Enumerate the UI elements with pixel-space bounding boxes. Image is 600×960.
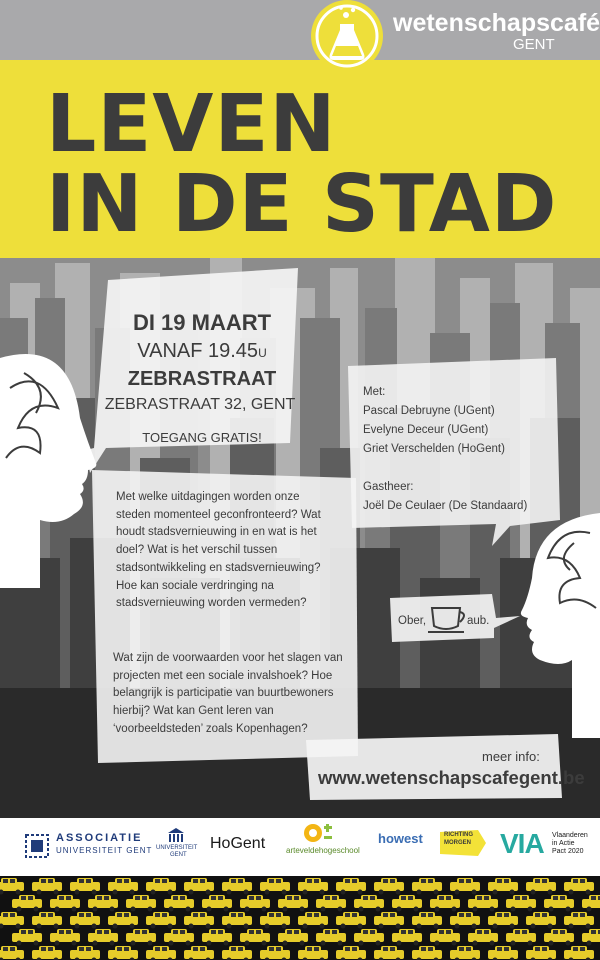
- ugent-label-2: GENT: [170, 852, 187, 858]
- via-text: [552, 832, 588, 856]
- aub-text: aub.: [467, 615, 490, 627]
- via-text-1: Vlaanderen: [552, 832, 588, 839]
- speaker-item: Evelyne Deceur (UGent): [363, 424, 489, 436]
- artevelde-label: arteveldehogeschool: [286, 846, 360, 855]
- speakers-label: Met:: [363, 386, 386, 398]
- ugent-building-icon: [166, 826, 186, 844]
- event-entry: TOEGANG GRATIS!: [142, 430, 262, 445]
- via-text-3: Pact 2020: [552, 848, 584, 855]
- host-label: Gastheer:: [363, 481, 414, 493]
- associatie-label: ASSOCIATIE: [56, 832, 143, 844]
- more-info-label: meer info:: [482, 749, 540, 764]
- sponsor-logos-bar: [0, 818, 600, 876]
- howest-logo: howest: [378, 831, 423, 846]
- hogent-logo: HoGent: [210, 835, 266, 852]
- event-address: ZEBRASTRAAT 32, GENT: [104, 396, 296, 413]
- title-line-1: LEVEN: [46, 78, 337, 170]
- host-name: Joël De Ceulaer (De Standaard): [363, 500, 528, 512]
- via-text-2: in Actie: [552, 840, 575, 847]
- via-logo: VIA: [500, 828, 544, 859]
- taxi-traffic-illustration: [0, 876, 600, 960]
- questions-paragraph-1: Met welke uitdagingen worden onze steden momenteel geconfronteerd? Wat houdt stadsvernieuwing in en wat is het doel? Wat is het verschil tussen stadsontwikkeling en stadsvernieuwing? Hoe kan sociale verdringing na stadsvernieuwing worden vermeden?: [116, 491, 321, 610]
- event-time-value: VANAF 19.45: [137, 340, 259, 362]
- speaker-item: Griet Verschelden (HoGent): [363, 443, 505, 455]
- website-link[interactable]: www.wetenschapscafegent.be: [318, 767, 585, 788]
- ugent-label-1: UNIVERSITEIT: [156, 845, 198, 851]
- associatie-sub: UNIVERSITEIT GENT: [56, 846, 153, 855]
- speakers-block: [363, 383, 527, 516]
- morgen-label: MORGEN: [444, 840, 471, 846]
- associatie-logo-icon: [22, 831, 52, 861]
- event-venue: ZEBRASTRAAT: [127, 368, 277, 390]
- event-time: [122, 340, 282, 363]
- questions-paragraph-2: Wat zijn de voorwaarden voor het slagen van projecten met een sociale invalshoek? Hoe belangrijk is participatie van buurtbewoners hierbij? Wat kan Gent leren van ‘voorbeeldsteden’ zoals Kopenhagen?: [113, 652, 343, 735]
- page-title: [46, 78, 558, 250]
- event-date: DI 19 MAART: [132, 310, 272, 335]
- richting-label: RICHTING: [444, 832, 473, 838]
- brand-city: GENT: [513, 36, 555, 53]
- event-time-suffix: U: [258, 346, 267, 360]
- ober-text: Ober,: [398, 615, 427, 627]
- artevelde-icon: [302, 822, 336, 844]
- speaker-item: Pascal Debruyne (UGent): [363, 405, 495, 417]
- title-line-2: IN DE STAD: [46, 158, 558, 250]
- brand-name: wetenschapscafé: [393, 9, 600, 37]
